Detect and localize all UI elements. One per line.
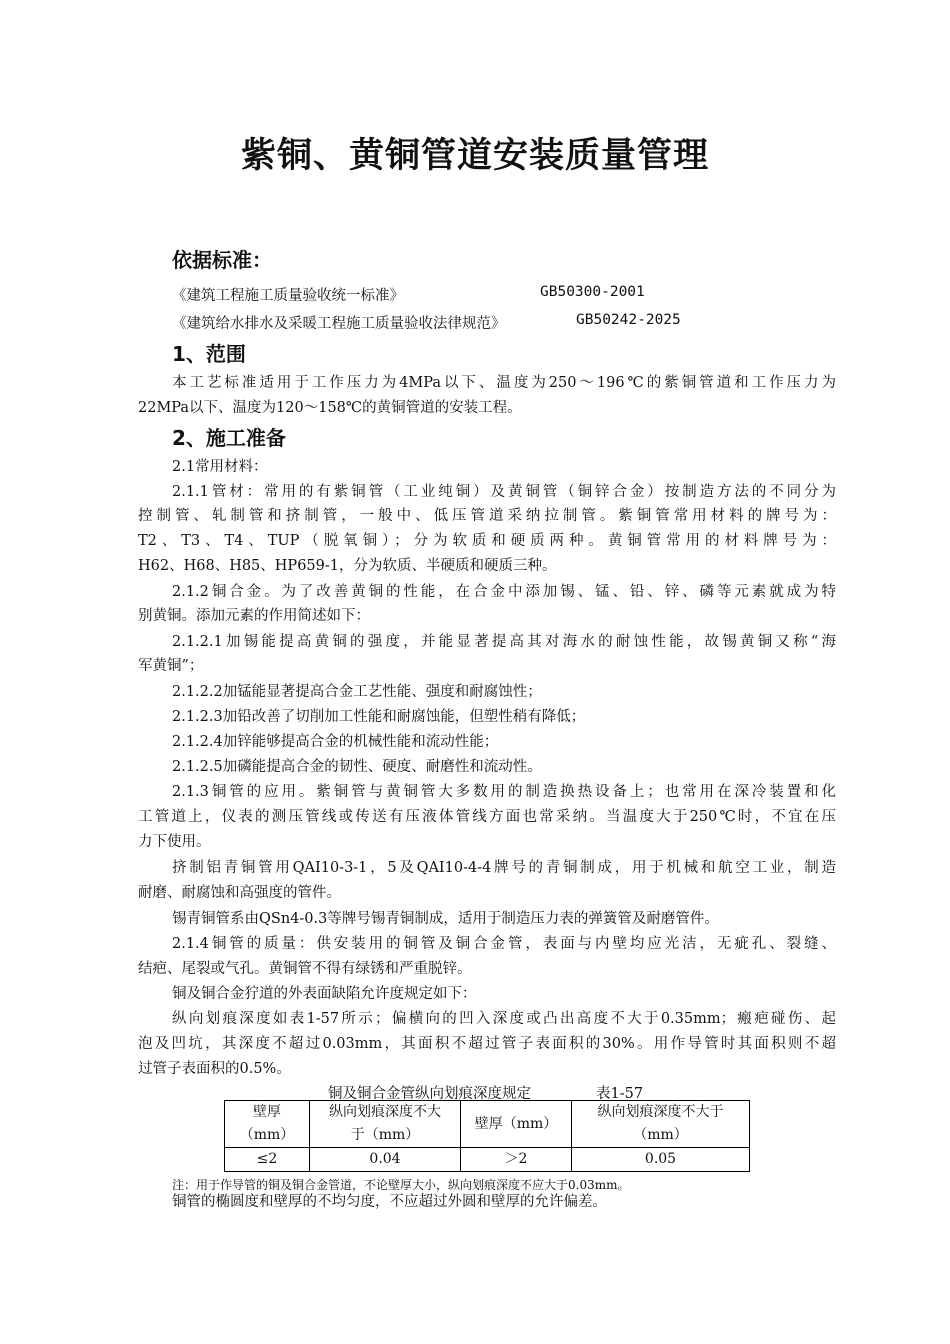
p-2-1: 2.1常用材料： <box>172 459 268 475</box>
section-2-heading: 2、施工准备 <box>172 426 286 450</box>
p-211-line-3: T2、T3、T4、TUP（脱氧铜）；分为软质和硬质两种。黄铜管常用的材料牌号为： <box>138 533 836 549</box>
p-213-line-2: 工管道上，仪表的测压管线或传送有压液体管线方面也常采纳。当温度大于250℃时，不宜在压 <box>138 809 836 825</box>
header-cell-wall: 壁厚 （mm） <box>225 1101 310 1148</box>
p-214-line-2: 结疤、尾裂或气孔。黄铜管不得有绿锈和严重脱锌。 <box>138 961 472 977</box>
s1-line-1: 本工艺标准适用于工作压力为4MPa以下、温度为250～196℃的紫铜管道和工作压力为 <box>172 375 836 391</box>
p-213-line-3: 力下使用。 <box>138 834 211 850</box>
table-header-row <box>225 1101 750 1148</box>
ref-1-name: 《建筑工程施工质量验收统一标准》 <box>172 288 404 304</box>
p-211-line-1: 2.1.1管材：常用的有紫铜管（工业纯铜）及黄铜管（铜锌合金）按制造方法的不同分为 <box>172 484 836 500</box>
p-213-line-1: 2.1.3铜管的应用。紫铜管与黄铜管大多数用的制造换热设备上；也常用在深冷装置和化 <box>172 784 836 800</box>
table-cell: 0.05 <box>572 1148 750 1172</box>
p-2121-line-2: 军黄铜”； <box>138 658 204 674</box>
p-212-line-2: 别黄铜。添加元素的作用简述如下： <box>138 608 370 624</box>
table-row <box>225 1148 750 1172</box>
p-al-line-2: 耐磨、耐腐蚀和高强度的管件。 <box>138 885 341 901</box>
p-211-line-2: 控制管、轧制管和挤制管，一般中、低压管道采纳拉制管。紫铜管常用材料的牌号为： <box>138 508 836 524</box>
table-cell: ≤2 <box>225 1148 310 1172</box>
ref-2-code: GB50242-2025 <box>576 312 681 328</box>
p-211-line-4: H62、H68、H85、HP659-1，分为软质、半硬质和硬质三种。 <box>138 558 557 574</box>
p-2124: 2.1.2.4加锌能够提高合金的机械性能和流动性能； <box>172 734 499 750</box>
ref-1-code: GB50300-2001 <box>540 284 645 300</box>
p-2123: 2.1.2.3加铅改善了切削加工性能和耐腐蚀能，但塑性稍有降低； <box>172 709 586 725</box>
header-cell-wall-2: 壁厚（mm） <box>461 1101 572 1148</box>
p-al-line-1: 挤制铝青铜管用QAI10-3-1，5及QAI10-4-4牌号的青铜制成，用于机械和航空工业，制造 <box>172 860 836 876</box>
p-defects: 铜及铜合金狞道的外表面缺陷允许度规定如下： <box>172 986 477 1002</box>
table-cell: 0.04 <box>310 1148 461 1172</box>
header-cell-depth-2: 纵向划痕深度不大于 （mm） <box>572 1101 750 1148</box>
ref-2-name: 《建筑给水排水及采暖工程施工质量验收法律规范》 <box>172 316 506 332</box>
table-note: 注：用于作导管的铜及铜合金管道，不论壁厚大小，纵向划痕深度不应大于0.03mm。 <box>172 1178 630 1192</box>
p-scratch-line-3: 过管子表面积的0.5%。 <box>138 1061 291 1077</box>
p-scratch-line-2: 泡及凹坑，其深度不超过0.03mm，其面积不超过管子表面积的30%。用作导管时其面积则不超 <box>138 1036 836 1052</box>
header-cell-depth: 纵向划痕深度不大 于（mm） <box>310 1101 461 1148</box>
p-214-line-1: 2.1.4铜管的质量：供安装用的铜管及铜合金管，表面与内壁均应光洁，无疵孔、裂缝、 <box>172 936 836 952</box>
scratch-depth-table <box>224 1100 750 1172</box>
section-1-heading: 1、范围 <box>172 342 246 366</box>
s1-line-2: 22MPa以下、温度为120～158℃的黄铜管道的安装工程。 <box>138 400 522 416</box>
p-scratch-line-1: 纵向划痕深度如表1-57所示；偏横向的凹入深度或凸出高度不大于0.35mm；瘢疤碰伤、起 <box>172 1011 836 1027</box>
table-caption: 铜及铜合金管纵向划痕深度规定 <box>328 1086 531 1102</box>
basis-heading: 依据标准： <box>172 248 272 272</box>
last-line: 铜管的椭圆度和壁厚的不均匀度，不应超过外圆和壁厚的允许偏差。 <box>172 1194 607 1210</box>
document-title: 紫铜、黄铜管道安装质量管理 <box>240 136 709 176</box>
table-number: 表1-57 <box>596 1086 644 1102</box>
p-212-line-1: 2.1.2铜合金。为了改善黄铜的性能，在合金中添加锡、锰、铅、锌、磷等元素就成为特 <box>172 584 836 600</box>
p-2122: 2.1.2.2加锰能显著提高合金工艺性能、强度和耐腐蚀性； <box>172 684 542 700</box>
p-2121-line-1: 2.1.2.1加锡能提高黄铜的强度，并能显著提高其对海水的耐蚀性能，故锡黄铜又称“海 <box>172 634 836 650</box>
p-2125: 2.1.2.5加磷能提高合金的韧性、硬度、耐磨性和流动性。 <box>172 759 542 775</box>
p-sn: 锡青铜管系由QSn4-0.3等牌号锡青铜制成，适用于制造压力表的弹簧管及耐磨管件。 <box>172 911 719 927</box>
table-cell: ＞2 <box>461 1148 572 1172</box>
